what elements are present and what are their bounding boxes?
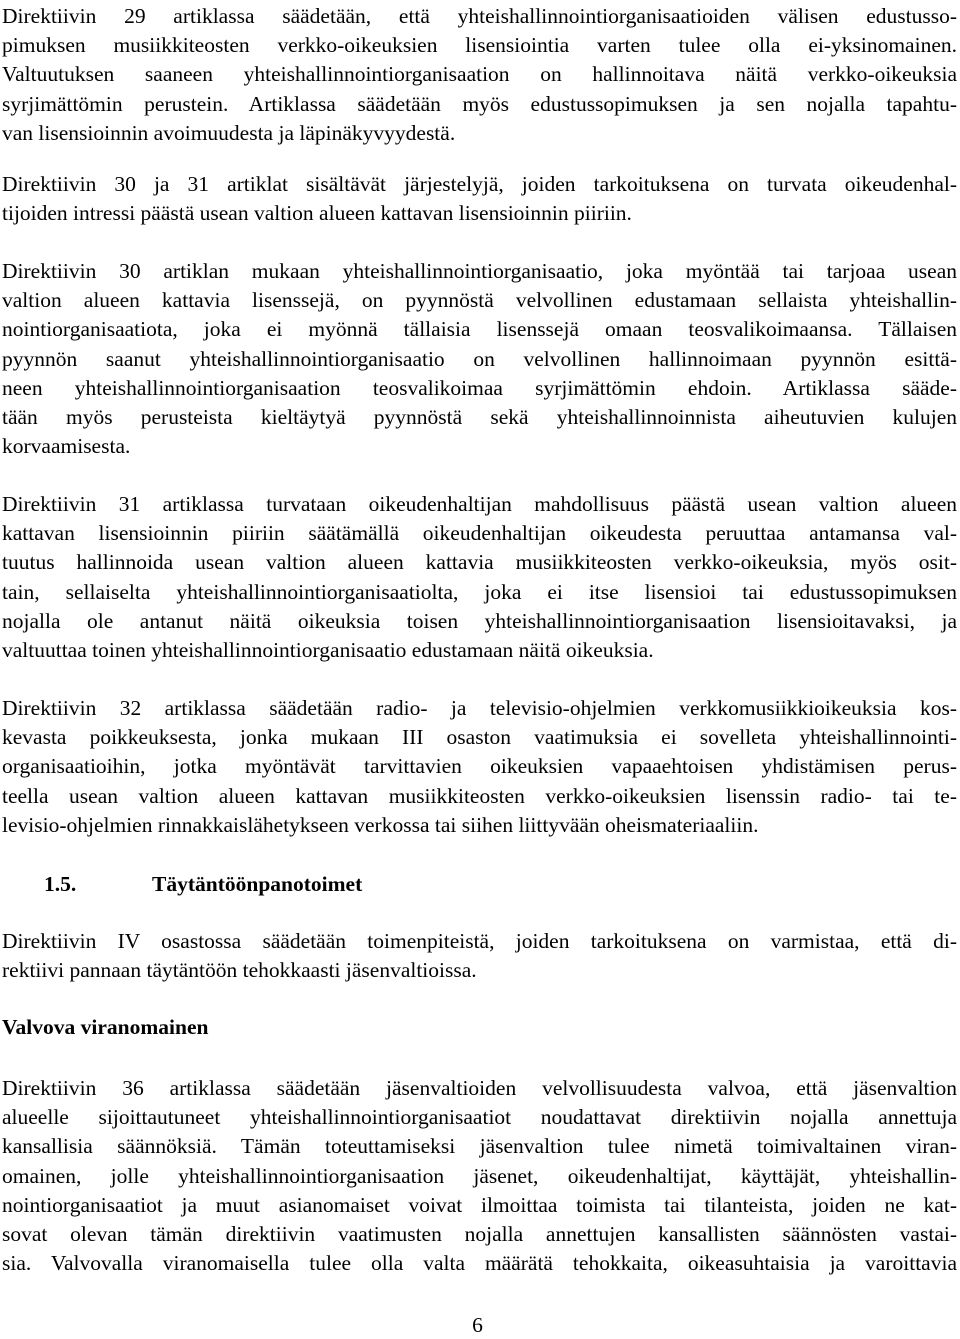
text-line: valtuuttaa toinen yhteishallinnointiorganisaatio edustamaan näitä oikeuksia. — [2, 638, 654, 663]
paragraph-article-30 — [2, 257, 957, 461]
text-line: Direktiivin 30 artiklan mukaan yhteishallinnointiorganisaatio, joka myöntää tai tarjoaa usean — [2, 259, 957, 283]
subsection-title: Valvova viranomainen — [2, 1015, 209, 1039]
text-line: pyynnön saanut yhteishallinnointiorganisaatio on velvollinen hallinnoimaan pyynnön esittä- — [2, 346, 957, 371]
text-line: levisio-ohjelmien rinnakkaislähetykseen verkossa tai siihen liittyvään oheismateriaaliin. — [2, 812, 759, 837]
page-number: 6 — [472, 1313, 483, 1337]
text-line: pimuksen musiikkiteosten verkko-oikeuksien lisensiointia varten tulee olla ei-yksinomainen. — [2, 33, 957, 58]
text-line: sovat olevan tämän direktiivin vaatimusten nojalla annettujen kansallisten säännösten vastai- — [2, 1222, 957, 1247]
text-line: sia. Valvovalla viranomaisella tulee olla valta määrätä tehokkaita, oikeasuhtaisia ja varoittavia — [2, 1251, 957, 1276]
text-line: tuutus hallinnoida usean valtion alueen kattavia musiikkiteosten verkko-oikeuksia, myös osit- — [2, 550, 957, 575]
text-line: kansallisia säännöksiä. Tämän toteuttamiseksi jäsenvaltion tulee nimetä toimivaltainen viran- — [2, 1134, 957, 1159]
text-line: rektiivi pannaan täytäntöön tehokkaasti jäsenvaltioissa. — [2, 958, 477, 983]
paragraph-article-32 — [2, 694, 957, 840]
text-line: Direktiivin 32 artiklassa säädetään radio- ja televisio-ohjelmien verkkomusiikkioikeuksia kos- — [2, 696, 957, 720]
text-line: tijoiden intressi päästä usean valtion alueen kattavan lisensioinnin piiriin. — [2, 201, 632, 226]
text-line: Direktiivin 30 ja 31 artiklat sisältävät järjestelyjä, joiden tarkoituksena on turvata oikeudenhal- — [2, 172, 957, 196]
text-line: Direktiivin 29 artiklassa säädetään, että yhteishallinnointiorganisaatioiden välisen edustusso- — [2, 4, 957, 28]
text-line: alueelle sijoittautuneet yhteishallinnointiorganisaatiot noudattavat direktiivin nojalla annettuja — [2, 1105, 957, 1130]
section-title: Täytäntöönpanotoimet — [152, 872, 363, 896]
text-line: neen yhteishallinnointiorganisaation teosvalikoimaa syrjimättömin ehdoin. Artiklassa sääde- — [2, 375, 957, 400]
paragraph-title-iv — [2, 927, 957, 985]
paragraph-article-36 — [2, 1074, 957, 1278]
text-line: korvaamisesta. — [2, 434, 131, 459]
section-number: 1.5. — [44, 872, 77, 896]
text-line: valtion alueen kattavia lisenssejä, on pyynnöstä velvollinen edustamaan sellaista yhteishallin- — [2, 288, 957, 313]
text-line: kevasta poikkeuksesta, jonka mukaan III osaston vaatimuksia ei sovelleta yhteishallinnointi- — [2, 725, 957, 750]
text-line: van lisensioinnin avoimuudesta ja läpinäkyvyydestä. — [2, 120, 456, 145]
paragraph-article-31 — [2, 490, 957, 665]
text-line: kattavan lisensioinnin piiriin säätämällä oikeudenhaltijan oikeudesta peruuttaa antamansa val- — [2, 521, 957, 546]
text-line: nojalla ole antanut näitä oikeuksia toisen yhteishallinnointiorganisaation lisensioitavaksi, ja — [2, 608, 957, 633]
text-line: organisaatioihin, jotka myöntävät tarvittavien oikeuksien vapaaehtoisen yhdistämisen perus- — [2, 754, 957, 779]
paragraph-article-29 — [2, 2, 957, 148]
text-line: syrjimättömin perustein. Artiklassa säädetään myös edustussopimuksen ja sen nojalla tapahtu- — [2, 91, 957, 116]
paragraph-articles-30-31 — [2, 170, 957, 228]
text-line: omainen, jolle yhteishallinnointiorganisaation jäsenet, oikeudenhaltijat, käyttäjät, yhteishallin- — [2, 1163, 957, 1188]
text-line: Direktiivin 36 artiklassa säädetään jäsenvaltioiden velvollisuudesta valvoa, että jäsenvaltion — [2, 1076, 957, 1100]
text-line: teella usean valtion alueen kattavan musiikkiteosten verkko-oikeuksien lisenssin radio- tai te- — [2, 783, 957, 808]
text-line: nointiorganisaatiota, joka ei myönnä tällaisia lisenssejä omaan teosvalikoimaansa. Tällaisen — [2, 317, 957, 342]
text-line: Direktiivin 31 artiklassa turvataan oikeudenhaltijan mahdollisuus päästä usean valtion alueen — [2, 492, 957, 516]
text-line: Direktiivin IV osastossa säädetään toimenpiteistä, joiden tarkoituksena on varmistaa, että di- — [2, 929, 957, 953]
text-line: tain, sellaiselta yhteishallinnointiorganisaatiolta, joka ei itse lisensioi tai edustussopimuksen — [2, 579, 957, 604]
text-line: nointiorganisaatiot ja muut asianomaiset voivat ilmoittaa toimista tai tilanteista, joiden ne kat- — [2, 1192, 957, 1217]
text-line: tään myös perusteista kieltäytyä pyynnöstä sekä yhteishallinnoinnista aiheutuvien kulujen — [2, 405, 957, 430]
text-line: Valtuutuksen saaneen yhteishallinnointiorganisaation on hallinnoitava näitä verkko-oikeuksia — [2, 62, 957, 87]
